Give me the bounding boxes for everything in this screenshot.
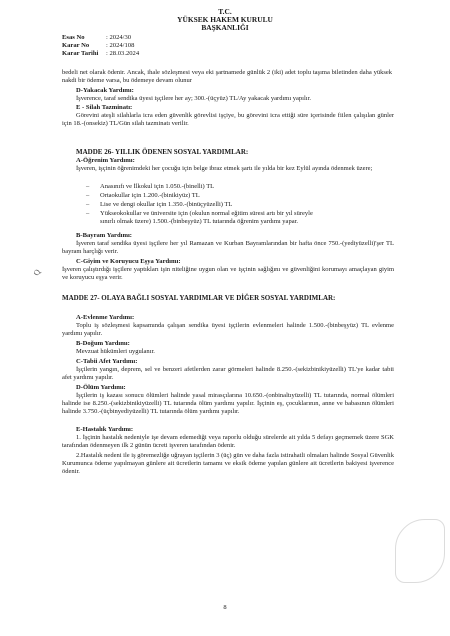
ogrenim-item-cont: sınırlı olmak üzere) 1.500.-(binbeşyüz) TL tutarında öğrenim yardımı yapar.	[100, 218, 299, 225]
bayram-title: B-Bayram Yardımı:	[76, 232, 132, 239]
stamp-mark	[395, 519, 445, 583]
header-tc: T.C.	[218, 7, 232, 16]
giyim-title: C-Giyim ve Koruyucu Eşya Yardımı:	[76, 258, 181, 265]
ogrenim-item: – Anasınıfı ve İlkokul için 1.050.-(binelli) TL	[86, 183, 215, 190]
header-institution: YÜKSEK HAKEM KURULU	[177, 15, 273, 24]
afet-text: İşçilerin yangın, deprem, sel ve benzeri afetlerden zarar görmeleri halinde 8.250.-(sekizbinikiyüzelli) TL'ye kadar tabii afet yardımı yapılır.	[62, 366, 394, 382]
bayram-text: İşveren taraf sendika üyesi işçilere her yıl Ramazan ve Kurban Bayramlarından bir hafta önce 750.-(yediyüzelli)'şer TL bayram harçlığı verir.	[62, 240, 394, 256]
esas-no: Esas No : 2024/30	[62, 34, 132, 41]
dogum-text: Mevzuat hükümleri uygulanır.	[76, 348, 155, 355]
silah-title: E - Silah Tazminatı:	[76, 104, 133, 111]
ogrenim-item: – Yükseokokullar ve üniversite için (okulun normal eğitim süresi artı bir yıl süreyle	[86, 210, 313, 217]
olum-text: İşçilerin iş kazası sonucu ölümleri halinde yasal mirasçılarına 10.650.-(onbinaltıyüzelli) TL tutarında, normal ölümleri halinde ise 8.250.-(sekizbinikiyüzelli) TL tutarında ölüm yardımı yapılır. İşçinin eş, çocuklarının, anne ve babasının ölümleri halinde 3.750.-(üçbinyediyüzelli) TL tutarında ölüm yardımı yapılır.	[62, 392, 394, 416]
ogrenim-item: – Ortaokullar için 1.200.-(binikiyüz) TL	[86, 192, 200, 199]
ogrenim-text: İşveren, işçinin öğrenimdeki her çocuğu için belge ibraz etmek şartı ile yılda bir kez Eylül ayında ödenmek üzere;	[76, 165, 373, 172]
hastalik-text-1: 1. İşçinin hastalık nedeniyle işe devam edemediği veya raporlu olduğu sürelerde ait yılda 5 defayı geçmemek üzere SGK tarafından ödenmeyen ilk 2 günün ücreti işveren tarafından ödenir.	[62, 434, 394, 450]
evlenme-text: Toplu iş sözleşmesi kapsamında çalışan sendika üyesi işçilerin evlenmeleri halinde 1.500.-(binbeşyüz) TL evlenme yardımı yapılır.	[62, 322, 394, 338]
madde27-title: MADDE 27- OLAYA BAĞLI SOSYAL YARDIMLAR VE DİĞER SOSYAL YARDIMLAR:	[62, 294, 336, 302]
silah-text: Görevini ateşli silahlarla icra eden güvenlik görevlisi işçiye, bu görevini icra ettiği süre içerisinde fiilen çalışılan günler için 18.-(onsekiz) TL/Gün silah tazminatı verilir.	[62, 112, 394, 128]
yakacak-text: İşverence, taraf sendika üyesi işçilere her ay; 300.-(üçyüz) TL/Ay yakacak yardımı yapılır.	[76, 95, 311, 102]
giyim-text: İşveren çalıştırdığı işçilere yaptıkları işin niteliğine uygun olan ve işçinin sağlığını ve güvenliğini korumayı amaçlayan giyim ve koruyucu eşya verir.	[62, 266, 394, 282]
header-department: BAŞKANLIĞI	[201, 23, 249, 32]
page-number: 8	[223, 604, 227, 611]
yakacak-title: D-Yakacak Yardımı:	[76, 87, 134, 94]
intro-paragraph: bedeli net olarak ödenir. Ancak, ihale sözleşmesi veya eki şartnamede günlük 2 (iki) adet toplu taşıma biletinden daha yüksek nakdi bir ödeme varsa, bu ödemeye devam olunur	[62, 69, 392, 85]
ogrenim-item: – Lise ve dengi okullar için 1.350.-(binüçyüzelli) TL	[86, 201, 233, 208]
evlenme-title: A-Evlenme Yardımı:	[76, 314, 135, 321]
ogrenim-title: A-Öğrenim Yardımı:	[76, 157, 135, 164]
karar-tarihi: Karar Tarihi : 28.03.2024	[62, 50, 140, 57]
dogum-title: B-Doğum Yardımı:	[76, 340, 130, 347]
madde26-title: MADDE 26- YILLIK ÖDENEN SOSYAL YARDIMLAR:	[76, 148, 249, 156]
afet-title: C-Tabii Afet Yardımı:	[76, 358, 138, 365]
olum-title: D-Ölüm Yardımı:	[76, 384, 126, 391]
hastalik-text-2: 2.Hastalık nedeni ile iş göremezliğe uğrayan işçilerin 3 (üç) gün ve daha fazla istirahatli olmaları halinde Sosyal Güvenlik Kurumunca ödeme yapılmayan günlere ait ücretlerin tamamı ve eksik ödeme yapılan günlere ait ücretlerin bakiyesi işverence ödenir.	[62, 452, 394, 476]
karar-no: Karar No : 2024/108	[62, 42, 135, 49]
hastalik-title: E-Hastalık Yardımı:	[76, 426, 134, 433]
margin-handwritten-mark: Q	[31, 267, 43, 278]
